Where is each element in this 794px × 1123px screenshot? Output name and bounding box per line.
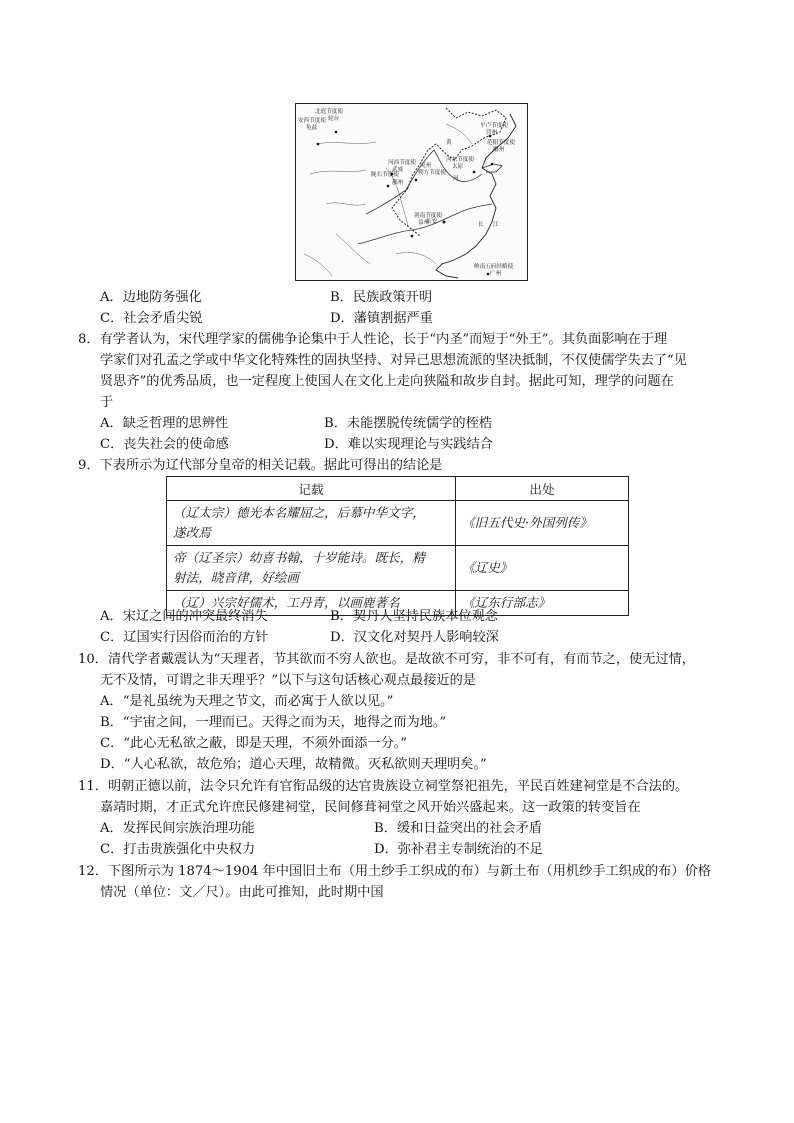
q10-option-d: D．“人心私欲，故危殆；道心天理，故精微。灭私欲则天理明矣。” [100, 757, 487, 772]
record-text: （辽太宗）德光本名耀屈之，后慕中华文字， [173, 505, 425, 520]
map-label: 河西节度使 [388, 160, 416, 166]
q8-option-d: D．难以实现理论与实践结合 [324, 437, 493, 452]
q7-option-b: B．民族政策开明 [330, 290, 433, 305]
record-cell [167, 501, 456, 546]
map-label: 益州 [418, 220, 430, 226]
record-text: 射法，晓音律，好绘画 [173, 570, 299, 585]
q10-stem-line: 无不及情，可谓之非天理乎？”以下与这句话核心观点最接近的是 [100, 673, 476, 688]
q9-option-b: B．契丹人坚持民族本位观念 [330, 609, 498, 624]
q8-stem-line: 8．有学者认为，宋代理学家的儒佛争论集中于人性论，长于“内圣”而短于“外王”。其负面影响在于理 [78, 332, 668, 347]
table-row [167, 501, 629, 546]
q10-stem-line: 10．清代学者戴震认为“天理者，节其欲而不穷人欲也。是故欲不可穷，非不可有，有而节之，使无过情， [78, 652, 695, 667]
q9-option-d: D．汉文化对契丹人影响较深 [330, 630, 499, 645]
map-label: 江 [493, 222, 499, 228]
q7-option-d: D．藩镇割据严重 [330, 311, 433, 326]
map-label: 黄 [446, 140, 452, 146]
q8-option-c: C．丧失社会的使命感 [100, 437, 229, 452]
q8-stem-line: 贤思齐”的优秀品质，也一定程度上使国人在文化上走向狭隘和故步自封。据此可知，理学的问题在 [100, 374, 674, 389]
q11-option-b: B．缓和日益突出的社会矛盾 [374, 821, 542, 836]
source-cell: 《旧五代史·外国列传》 [456, 501, 629, 546]
q11-stem-line: 嘉靖时期，才正式允许庶民修建祠堂，民间修葺祠堂之风开始兴盛起来。这一政策的转变旨在 [100, 800, 641, 815]
map-label: 鄯州 [392, 180, 404, 186]
map-label: 灵州 [420, 163, 432, 169]
q10-option-c: C．“此心无私欲之蔽，即是天理，不须外面添一分。” [100, 736, 408, 751]
map-label: 岭南五府经略使 [474, 264, 514, 270]
q9-stem: 9．下表所示为辽代部分皇帝的相关记载。据此可得出的结论是 [78, 458, 443, 473]
record-cell: （辽）兴宗好儒术，工丹青，以画鹿著名 [167, 591, 456, 616]
map-label: 长安 [426, 219, 438, 225]
q8-stem-line: 于 [100, 395, 114, 410]
q7-option-a: A．边地防务强化 [100, 290, 202, 305]
source-cell: 《辽史》 [456, 546, 629, 591]
map-label: 河 [453, 176, 459, 182]
table-row [167, 546, 629, 591]
q11-stem-line: 11．明朝正德以前，法令只允许有官衔品级的达官贵族设立祠堂祭祀祖先，平民百姓建祠堂是不合法的。 [78, 779, 689, 794]
q8-stem-line: 学家们对孔孟之学或中华文化特殊性的固执坚持、对异己思想流派的坚决抵制，不仅使儒学失去了“见 [100, 353, 687, 368]
map-label: 幽州 [493, 147, 505, 153]
q9-option-c: C．辽国实行因俗而治的方针 [100, 630, 269, 645]
map-label: 河东节度使 [446, 157, 474, 163]
map-label: 营州 [486, 130, 498, 136]
tang-jiedushi-map [295, 103, 528, 281]
map-label: 长 [478, 222, 484, 228]
header-record: 记载 [167, 477, 456, 501]
q7-option-c: C．社会矛盾尖锐 [100, 311, 203, 326]
record-text: 帝（辽圣宗）幼喜书翰，十岁能诗。既长，精 [173, 550, 425, 565]
map-label: 北庭节度使 [315, 109, 343, 115]
map-label: 剑南节度使 [414, 213, 442, 219]
q10-option-b: B．“宇宙之间，一理而已。天得之而为天，地得之而为地。” [100, 715, 447, 730]
q11-option-a: A．发挥民间宗族治理功能 [100, 821, 255, 836]
map-label: 太原 [452, 164, 464, 170]
map-label: 广州 [490, 271, 502, 277]
q12-stem-line: 12．下图所示为 1874～1904 年中国旧土布（用土纱手工织成的布）与新土布（用机纱手工织成的布）价格 [78, 864, 711, 879]
map-label: 朔方节度使 [418, 170, 446, 176]
q11-option-c: C．打击贵族强化中央权力 [100, 842, 256, 857]
map-label: 平卢节度使 [480, 123, 508, 129]
record-text: 遂改焉 [173, 525, 211, 540]
q9-option-a: A．宋辽之间的冲突最终消失 [100, 609, 268, 624]
source-cell: 《辽东行部志》 [456, 591, 629, 616]
q8-option-a: A．缺乏哲理的思辨性 [100, 416, 229, 431]
map-label: 范阳节度使 [487, 140, 515, 146]
q11-option-d: D．弥补君主专制统治的不足 [374, 842, 543, 857]
q12-stem-line: 情况（单位：文／尺）。由此可推知，此时期中国 [100, 885, 384, 900]
q8-option-b: B．未能摆脱传统儒学的桎梏 [324, 416, 492, 431]
map-label: 武威 [392, 167, 404, 173]
liao-records-table [166, 476, 629, 616]
table-header-row [167, 477, 629, 501]
map-label: 陇右节度使 [371, 172, 399, 178]
map-label: 龟兹 [306, 125, 318, 131]
map-label: 安西节度使 [298, 118, 326, 124]
record-cell [167, 546, 456, 591]
map-label: 轮台 [328, 116, 340, 122]
header-source: 出处 [456, 477, 629, 501]
q10-option-a: A．“是礼虽统为天理之节文，而必寓于人欲以见。” [100, 694, 394, 709]
